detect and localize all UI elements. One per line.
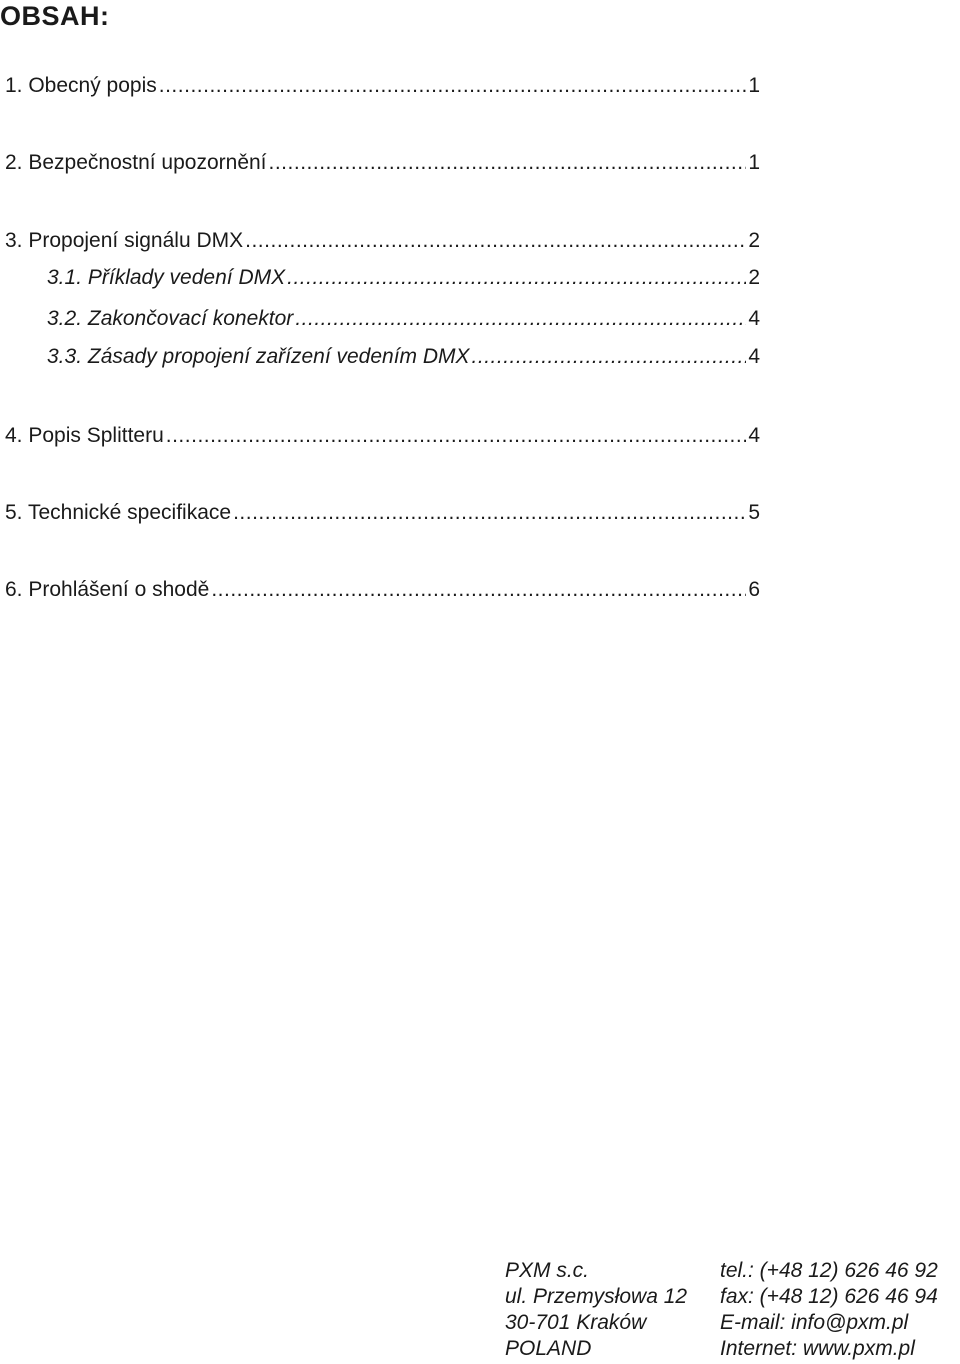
toc-entry-label: 2. Bezpečnostní upozornění	[5, 151, 267, 174]
toc-entry-3-1[interactable]	[47, 265, 760, 291]
toc-entry-label: 3.1. Příklady vedení DMX	[47, 266, 286, 289]
toc-dot-leader	[159, 73, 747, 99]
toc-entry-label: 5. Technické specifikace	[5, 501, 232, 524]
footer-fax: fax: (+48 12) 626 46 94	[720, 1285, 938, 1308]
toc-entry-label: 4. Popis Splitteru	[5, 424, 164, 447]
toc-page-number: 1	[748, 74, 760, 97]
footer-address	[505, 1258, 687, 1362]
footer-tel: tel.: (+48 12) 626 46 92	[720, 1259, 938, 1282]
toc-entry-1[interactable]	[5, 73, 760, 99]
toc-dot-leader	[287, 265, 746, 291]
toc-entry-label: 3.2. Zakončovací konektor	[47, 307, 294, 330]
toc-entry-6[interactable]	[5, 577, 760, 603]
toc-dot-leader	[166, 423, 747, 449]
toc-entry-4[interactable]	[5, 423, 760, 449]
toc-entry-2[interactable]	[5, 150, 760, 176]
toc-page-number: 4	[748, 307, 760, 330]
toc-dot-leader	[295, 306, 746, 332]
toc-page-number: 4	[748, 424, 760, 447]
toc-entry-3[interactable]	[5, 228, 760, 254]
toc-page-number: 5	[748, 501, 760, 524]
toc-page-number: 2	[748, 266, 760, 289]
toc-entry-3-2[interactable]	[47, 306, 760, 332]
page-title: OBSAH:	[0, 1, 110, 31]
toc-entry-label: 1. Obecný popis	[5, 74, 157, 97]
toc-entry-label: 6. Prohlášení o shodě	[5, 578, 210, 601]
toc-page-number: 6	[748, 578, 760, 601]
footer-contact	[720, 1258, 938, 1362]
toc-page-number: 2	[748, 229, 760, 252]
footer-website[interactable]: Internet: www.pxm.pl	[720, 1337, 915, 1360]
toc-page-number: 4	[748, 345, 760, 368]
footer-street: ul. Przemysłowa 12	[505, 1285, 688, 1308]
toc-dot-leader	[269, 150, 747, 176]
toc-page-number: 1	[748, 151, 760, 174]
toc-dot-leader	[472, 344, 747, 370]
toc-entry-label: 3. Propojení signálu DMX	[5, 229, 244, 252]
footer-company: PXM s.c.	[505, 1259, 590, 1282]
toc-dot-leader	[245, 228, 746, 254]
footer-city: 30-701 Kraków	[505, 1311, 647, 1334]
toc-dot-leader	[233, 500, 746, 526]
footer-email[interactable]: E-mail: info@pxm.pl	[720, 1311, 909, 1334]
footer-country: POLAND	[505, 1337, 592, 1360]
toc-entry-5[interactable]	[5, 500, 760, 526]
toc-entry-label: 3.3. Zásady propojení zařízení vedením DMX	[47, 345, 470, 368]
toc-dot-leader	[211, 577, 746, 603]
toc-entry-3-3[interactable]	[47, 344, 760, 370]
